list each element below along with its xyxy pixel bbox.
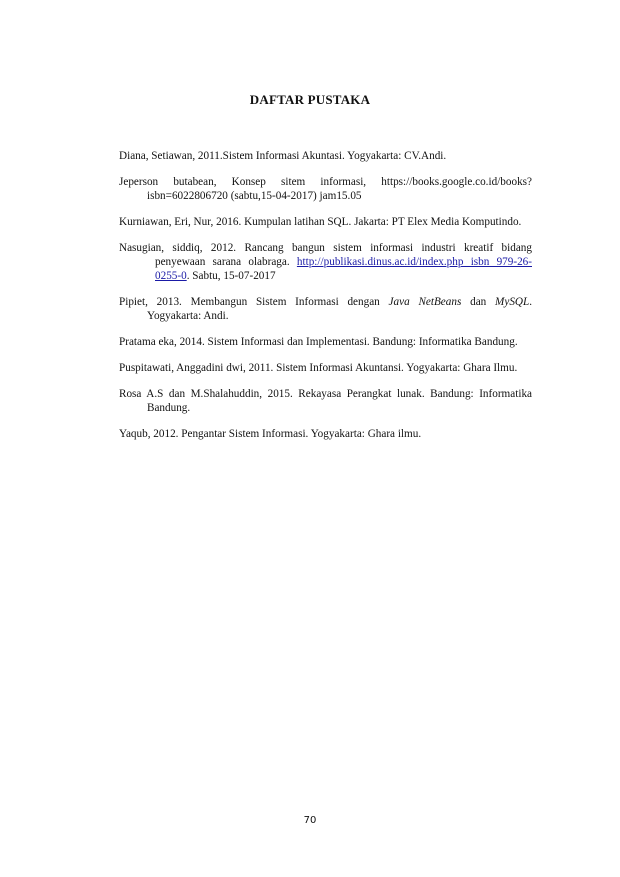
reference-text: Pipiet, 2013. Membangun Sistem Informasi dengan	[119, 296, 380, 309]
page-title: DAFTAR PUSTAKA	[249, 92, 371, 107]
reference-item: Kurniawan, Eri, Nur, 2016. Kumpulan latihan SQL. Jakarta: PT Elex Media Komputindo.	[119, 215, 522, 228]
reference-item: Yaqub, 2012. Pengantar Sistem Informasi. Yogyakarta: Ghara ilmu.	[119, 427, 422, 440]
reference-italic: Java NetBeans	[388, 296, 462, 309]
page-number: 70	[303, 815, 317, 826]
reference-item: Pratama eka, 2014. Sistem Informasi dan Implementasi. Bandung: Informatika Bandung.	[119, 336, 518, 349]
reference-text: dan	[470, 296, 487, 309]
reference-item: Diana, Setiawan, 2011.Sistem Informasi Akuntasi. Yogyakarta: CV.Andi.	[119, 150, 447, 162]
reference-link[interactable]: http://publikasi.dinus.ac.id/index.php isbn 979-26-0255-0	[155, 255, 532, 283]
reference-text: . Yogyakarta: Andi.	[147, 296, 533, 323]
reference-item	[119, 295, 532, 324]
reference-item	[119, 241, 532, 284]
reference-italic: MySQL	[495, 296, 530, 309]
reference-list	[119, 149, 532, 453]
reference-text: . Sabtu, 15-07-2017	[186, 270, 276, 283]
reference-text: Nasugian, siddiq, 2012. Rancang bangun sistem informasi industri kreatif bidang penyewaan sarana olabraga.	[119, 241, 532, 268]
reference-item: Puspitawati, Anggadini dwi, 2011. Sistem Informasi Akuntansi. Yogyakarta: Ghara Ilmu.	[119, 361, 518, 374]
reference-item: Rosa A.S dan M.Shalahuddin, 2015. Rekayasa Perangkat lunak. Bandung: Informatika Bandung.	[119, 387, 532, 415]
reference-item: Jeperson butabean, Konsep sitem informasi, https://books.google.co.id/books?isbn=6022806720 (sabtu,15-04-2017) jam15.05	[119, 175, 532, 203]
